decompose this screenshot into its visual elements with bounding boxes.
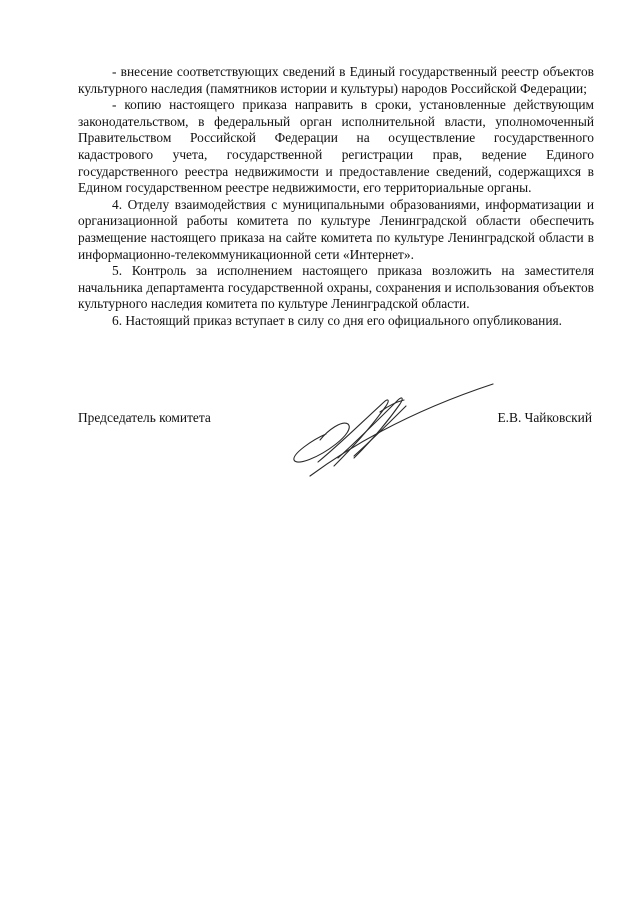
document-body [78,64,594,330]
signatory-title: Председатель комитета [78,410,211,425]
handwritten-signature [288,378,498,482]
paragraph-copy-to-federal-body: - копию настоящего приказа направить в сроки, установленные действующим законодательством, в федеральный орган исполнительной власти, уполномоченный Правительством Российской Федерации на осуществление государственного кадастрового учета, государственной регистрации прав, ведение Единого государственного реестра недвижимости и предоставление сведений, содержащихся в Едином государственном реестре недвижимости, его территориальные органы. [78,97,594,196]
signatory-name: Е.В. Чайковский [497,410,592,425]
paragraph-registry-entry: - внесение соответствующих сведений в Единый государственный реестр объектов культурного наследия (памятников истории и культуры) народов Российской Федерации; [78,64,594,96]
paragraph-item-4: 4. Отделу взаимодействия с муниципальными образованиями, информатизации и организационной работы комитета по культуре Ленинградской области обеспечить размещение настоящего приказа на сайте комитета по культуре Ленинградской области в информационно-телекоммуникационной сети «Интернет». [78,196,594,262]
paragraph-item-5: 5. Контроль за исполнением настоящего приказа возложить на заместителя начальника департамента государственной охраны, сохранения и использования объектов культурного наследия комитета по культуре Ленинградской области. [78,263,594,312]
paragraph-item-6: 6. Настоящий приказ вступает в силу со дня его официального опубликования. [112,312,562,328]
